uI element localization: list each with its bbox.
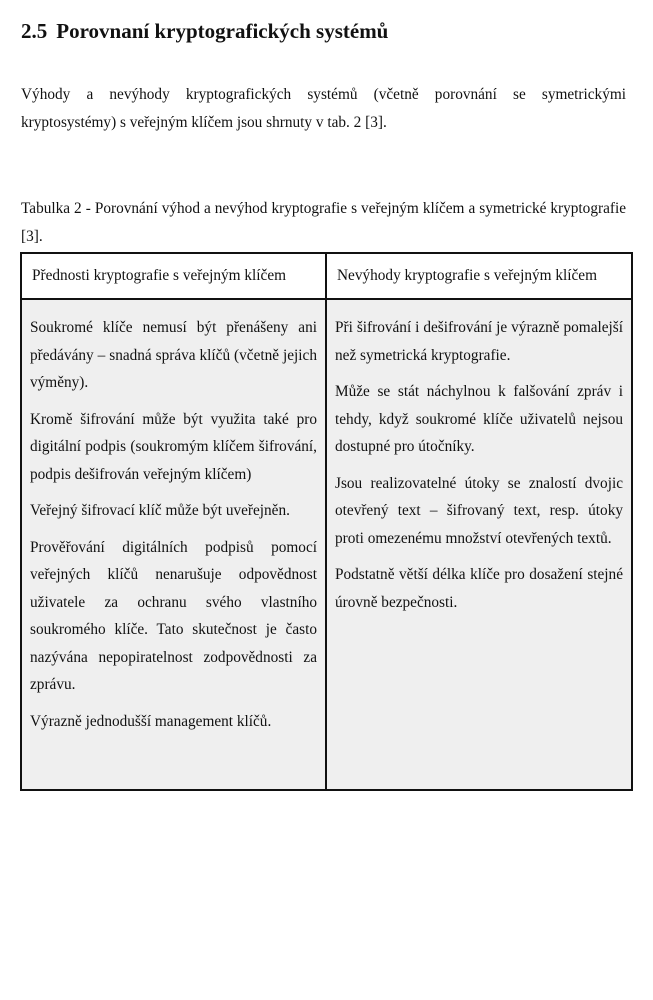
disadvantage-item: Může se stát náchylnou k falšování zpráv i tehdy, když soukromé klíče uživatelů nejsou dostupné pro útočníky. [335, 383, 623, 455]
disadvantages-cell [326, 299, 632, 790]
table-header-row [21, 253, 632, 299]
disadvantage-item: Podstatně větší délka klíče pro dosažení stejné úrovně bezpečnosti. [335, 566, 623, 611]
intro-paragraph: Výhody a nevýhody kryptografických systémů (včetně porovnání se symetrickými kryptosystémy) s veřejným klíčem jsou shrnuty v tab. 2 [3]. [21, 86, 626, 131]
advantage-item: Prověřování digitálních podpisů pomocí veřejných klíčů nenarušuje odpovědnost uživatele za ochranu svého vlastního soukromého klíče. Tato skutečnost je často nazývána nepopiratelnost zodpovědnosti za zprávu. [30, 538, 317, 693]
advantage-item: Výrazně jednodušší management klíčů. [30, 712, 272, 730]
advantage-item: Veřejný šifrovací klíč může být uveřejněn. [30, 502, 290, 519]
advantages-cell [21, 299, 326, 790]
advantage-item: Soukromé klíče nemusí být přenášeny ani předávány – snadná správa klíčů (včetně jejich výměny). [30, 319, 317, 391]
table-caption: Tabulka 2 - Porovnání výhod a nevýhod kryptografie s veřejným klíčem a symetrické kryptografie [3]. [21, 200, 626, 245]
section-number: 2.5 [21, 19, 48, 43]
section-heading [21, 17, 388, 45]
comparison-table [20, 252, 633, 791]
advantage-item: Kromě šifrování může být využita také pro digitální podpis (soukromým klíčem šifrování, podpis dešifrován veřejným klíčem) [30, 410, 317, 483]
section-title: Porovnaní kryptografických systémů [56, 19, 389, 43]
header-advantages: Přednosti kryptografie s veřejným klíčem [21, 253, 326, 299]
disadvantage-item: Jsou realizovatelné útoky se znalostí dvojic otevřený text – šifrovaný text, resp. útoky proti omezenému množství otevřených textů. [335, 474, 623, 547]
disadvantage-item: Při šifrování i dešifrování je výrazně pomalejší než symetrická kryptografie. [335, 319, 623, 364]
table-body-row [21, 299, 632, 790]
header-disadvantages: Nevýhody kryptografie s veřejným klíčem [326, 253, 632, 299]
